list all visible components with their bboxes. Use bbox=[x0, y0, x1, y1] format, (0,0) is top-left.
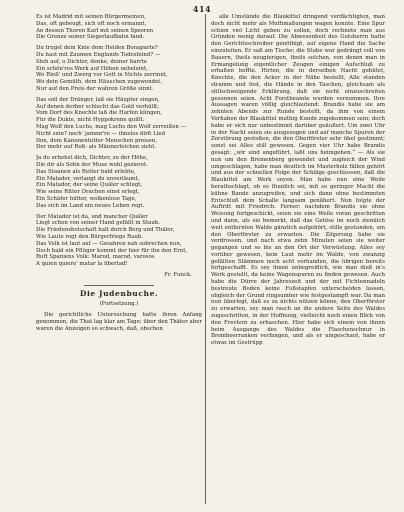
story-subtitle: (Fortsetzung.) bbox=[99, 301, 139, 308]
poem-line: Die dir als Sohn der Muse wohl gezieret. bbox=[36, 161, 148, 168]
poem-line: Ja du erhebst dich, Dichter, zu der Höhe, bbox=[36, 155, 148, 162]
poem-signature: Fr. Funck. bbox=[164, 271, 192, 278]
poem-line: Wie Laute regt den Bürgerfriegs Raub. bbox=[36, 233, 144, 240]
section-divider bbox=[84, 285, 154, 286]
page-number: 414 bbox=[192, 4, 212, 14]
poem-line: Ruft Spaniens Volk: Marod, marod, varosos bbox=[36, 254, 155, 261]
poem-line: Ihm, dem Kanonentutter Menschen preisen, bbox=[36, 137, 158, 144]
story-paragraph: Die gerichtliche Untersuchung hatte ihren Anfang genommen, die That lag klar am Tage; über den Thäter aber waren die Anzeigen so schwach, daß, obschon bbox=[36, 312, 202, 332]
poem-stanza bbox=[36, 155, 202, 209]
poem-line: Es ist Madrid mit seinen Bürgermeinen, bbox=[36, 14, 146, 20]
poem bbox=[36, 14, 202, 268]
poem-stanza bbox=[36, 45, 202, 93]
right-column bbox=[211, 14, 385, 506]
poem-line: Ein Schäfer hütter, wolkenlose Tage, bbox=[36, 195, 137, 202]
poem-line: Die Grenze seiner Siegerlaufbahn fand. bbox=[36, 34, 145, 41]
poem-stanza bbox=[36, 214, 202, 268]
story-continuation: alle Umstände die Blaukittel dringend verdächtigten, man doch nicht mehr als Muthmaßungen wagen konnte. Eine Spur schien viel Licht geben zu sollen, doch rechnete man aus Gründen wenig darauf. Die Abwesenheit des Gutsherrn hatte den Gerichtsschreiber genöthigt, auf eigene Hand die Sache einzuleiten. Er saß am Tische; die Stube war gedrängt voll von Bauern, theils neugierigen, theils solchen, von denen man in Ermangelung eigentlicher Zeugen einigen Aufschluß zu erhalten hoffte. Hirten, die in derselben Nacht gehütet, Knechte, die den Acker in der Nähe bestellt, Alle standen stramm und fest, die Hände in den Taschen, gleichsam als stillschweigende Erklärung, daß sie nicht einzuschreiten gesonnen seien. Acht Forstbeamte wurden vernommen. Ihre Aussagen waren völlig gleichlautend: Brandis habe sie am zehnten Abends zur Runde bestellt, da ihm von einem Vorhaben der Blaukittel muthig Kunde zugekommen sein; doch habe er sich nur unbestimmt darüber geäußert. Um zwei Uhr in der Nacht seien sie ausgezogen und auf manche Spuren der Zerstörung gestoßen, die den Oberförster sehr übel gestimmt; sonst sei Alles still gewesen. Gegen vier Uhr habe Brandis gesagt: „wir sind angeführt, laßt uns heimgehen.“ — Als sie nun um den Bremenberg gewendet und zugleich der Wind umgeschlagen, habe man deutlich im Masterholz fällen gehört und aus der schnellen Folge der Schläge geschlossen, daß die Blaukittel am Werk seyen. Man habe nun eine Weile berathschlagt, ob es thunlich sei, mit so geringer Macht die kühne Bande anzugreifen, und sich dann ohne bestimmten Entschluß dem Schalle langsam genähert. Nun folgte der Auftritt mit Friedrich. Ferner: nachdem Brandis sie ohne Weisung fortgeschickt, seien sie eine Weile voran geschritten und dann, als sie bemerkt, daß das Getöse im noch ziemlich weit entfernten Walde gänzlich aufgehört, stille gestanden, um den Oberförster zu erwarten. Die Zögerung habe sie verdrossen, und nach etwa zehn Minuten seien sie weiter gegangen und so bis an den Ort der Verwüstung. Alles sey vorüber gewesen, kein Laut mehr im Walde, von zwanzig gefällten Stämmen noch acht vorhanden, die übrigen bereits fortgeschafft. Es sey ihnen unbegreiflich, wie man dieß in's Werk gestellt, da keine Wagenspuren zu finden gewesen. Auch habe die Dürre der Jahreszeit und der mit Fichtennadeln bestreute Boden keine Fußstapfen unterscheiden lassen, obgleich der Grund ringsumher wie festgestampft war. Da man nun überlegt, daß es zu nichts nützen könne, den Oberförster zu erwarten, sey man rasch an die andere Seite des Waldes zugeschritten, in der Hoffnung, vielleicht noch einen Blick von den Frevlern zu erhaschen. Hier habe sich einem von ihnen beim Ausgange des Waldes die Flaschenschnur in Brombeerranken verfangen, und als er umgeschaut, habe er etwas im Gestrüpp bbox=[211, 14, 385, 347]
poem-line: Nur auf den Preis der wahren Größe sinnt. bbox=[36, 85, 154, 92]
poem-stanza bbox=[36, 14, 202, 41]
poem-line: Nicht sein? noch' jammr're — ihnelos dirß Lied bbox=[36, 130, 166, 137]
column-divider bbox=[205, 14, 206, 504]
left-column bbox=[36, 14, 202, 506]
poem-line: Du trugst dein Knie dem Helden Bonaparte? bbox=[36, 45, 158, 52]
story-title: Die Judenbuche. bbox=[79, 288, 159, 298]
poem-stanza bbox=[36, 97, 202, 151]
poem-line: Steh auf, o Dichter, denke, deiner harrte bbox=[36, 58, 147, 65]
poem-line: Die Friedensbotschaft halt durch Berg und Thäler, bbox=[36, 227, 175, 234]
poem-line: Das sich im Land ein neues Leben regt. bbox=[36, 202, 145, 209]
poem-line: Ein Matador, der seine Quäler schlugt, bbox=[36, 182, 143, 189]
poem-line: Das, oft gebeugt, sich oft noch ermannt, bbox=[36, 20, 147, 27]
poem-line: Doch bald ein Pflüger kommt der hier für ihn den Ernt, bbox=[36, 247, 188, 254]
poem-line: Wie seine Ritter Drachen einst erlegt, bbox=[36, 189, 140, 196]
poem-line: Mag Wolf den Luchs, mag Luchs den Wolf zerreißen — bbox=[36, 123, 186, 130]
poem-line: Ein schön'res Werk auf Höhen nebeleint, bbox=[36, 65, 148, 72]
poem-line: Vom Dorf des Knechte laß die Harfen klingen, bbox=[36, 110, 162, 117]
poem-line: An dessen Thoren Karl mit seinen Speeren bbox=[36, 27, 154, 34]
poem-line: Liegt schon von seiner Hand gefällt in Staub. bbox=[36, 220, 160, 227]
poem-line: Ein Matador, verlangt du unverläumt, bbox=[36, 175, 140, 182]
poem-line: Das Volk ist laut auf — Gesahren nah sobrechen nun, bbox=[36, 240, 182, 247]
poem-line: Du hast mit Zaumen Englands Todesfeind? — bbox=[36, 51, 161, 58]
poem-line: Wo Rieß' und Zwerg vor Gott in Nichts zerrinnt, bbox=[36, 72, 168, 79]
poem-line: Das soll der Dränger, laß sie Häupter singen, bbox=[36, 96, 160, 103]
poem-line: Für die Dukte, nicht Hyppokrene quillt. bbox=[36, 117, 145, 124]
poem-line: A quien quiere' matar la libertad! bbox=[36, 261, 128, 268]
poem-line: Der Matador ist da, und mancher Quäler bbox=[36, 213, 148, 220]
poem-line: Das Staunen als Retter bald erlebte, bbox=[36, 168, 136, 175]
poem-line: Der mehr auf Roß- als Männerleichen sieht. bbox=[36, 144, 157, 151]
poem-line: Wo dein Gemüth, dem Häuschen zugewendet, bbox=[36, 79, 163, 86]
poem-line: Auf denen derber schlecht das Gold verhüllt; bbox=[36, 103, 160, 110]
